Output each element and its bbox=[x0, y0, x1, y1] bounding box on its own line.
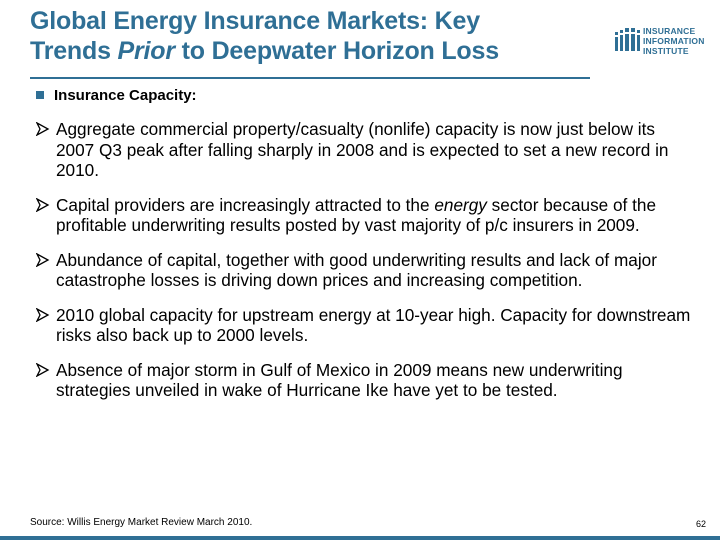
arrow-bullet-icon bbox=[36, 308, 50, 322]
title-line-2-em: Prior bbox=[117, 37, 175, 65]
bullet-list bbox=[36, 119, 696, 415]
bottom-bar bbox=[0, 536, 720, 540]
bullet-text: 2010 global capacity for upstream energy at 10-year high. Capacity for downstream risks also back up to 2000 levels. bbox=[56, 304, 691, 345]
bullet-item bbox=[36, 305, 696, 346]
logo-line-1: INSURANCE bbox=[643, 26, 696, 36]
source-note: Source: Willis Energy Market Review March 2010. bbox=[30, 517, 253, 528]
arrow-bullet-icon bbox=[36, 253, 50, 267]
section-heading bbox=[36, 87, 197, 104]
bullet-text: Abundance of capital, together with good underwriting results and lack of major catastrophe losses is driving down prices and increasing competition. bbox=[56, 249, 657, 290]
title-divider bbox=[30, 77, 590, 79]
title-line-2-pre: Trends bbox=[30, 37, 118, 65]
bullet-text-post: sector because of the profitable underwriting results posted by vast majority of p/c insurers in 2009. bbox=[56, 194, 657, 235]
square-bullet-icon bbox=[36, 91, 44, 99]
bullet-text-pre: Capital providers are increasingly attracted to the bbox=[56, 194, 435, 215]
arrow-bullet-icon bbox=[36, 363, 50, 377]
bullet-text: Absence of major storm in Gulf of Mexico in 2009 means new underwriting strategies unveiled in wake of Hurricane Ike have yet to be tested. bbox=[56, 359, 623, 400]
arrow-bullet-icon bbox=[36, 198, 50, 212]
iii-logo bbox=[615, 26, 715, 58]
bullet-text: Aggregate commercial property/casualty (nonlife) capacity is now just below its 2007 Q3 peak after falling sharply in 2008 and is expected to set a new record in 2010. bbox=[56, 119, 669, 180]
arrow-bullet-icon bbox=[36, 122, 50, 136]
logo-line-2: INFORMATION bbox=[643, 36, 705, 46]
page-number: 62 bbox=[695, 519, 706, 529]
bullet-item bbox=[36, 119, 696, 181]
bullet-item bbox=[36, 195, 696, 236]
title-line-2-post: to Deepwater Horizon Loss bbox=[174, 37, 499, 65]
logo-text bbox=[643, 26, 705, 56]
slide-title bbox=[30, 6, 610, 66]
logo-line-3: INSTITUTE bbox=[643, 46, 689, 56]
bullet-text-em: energy bbox=[434, 194, 487, 215]
title-line-2 bbox=[30, 36, 610, 66]
bullet-item bbox=[36, 360, 696, 401]
section-label: Insurance Capacity: bbox=[54, 87, 197, 104]
bullet-item bbox=[36, 250, 696, 291]
logo-mark-icon bbox=[615, 28, 641, 54]
title-line-1: Global Energy Insurance Markets: Key bbox=[30, 7, 480, 35]
